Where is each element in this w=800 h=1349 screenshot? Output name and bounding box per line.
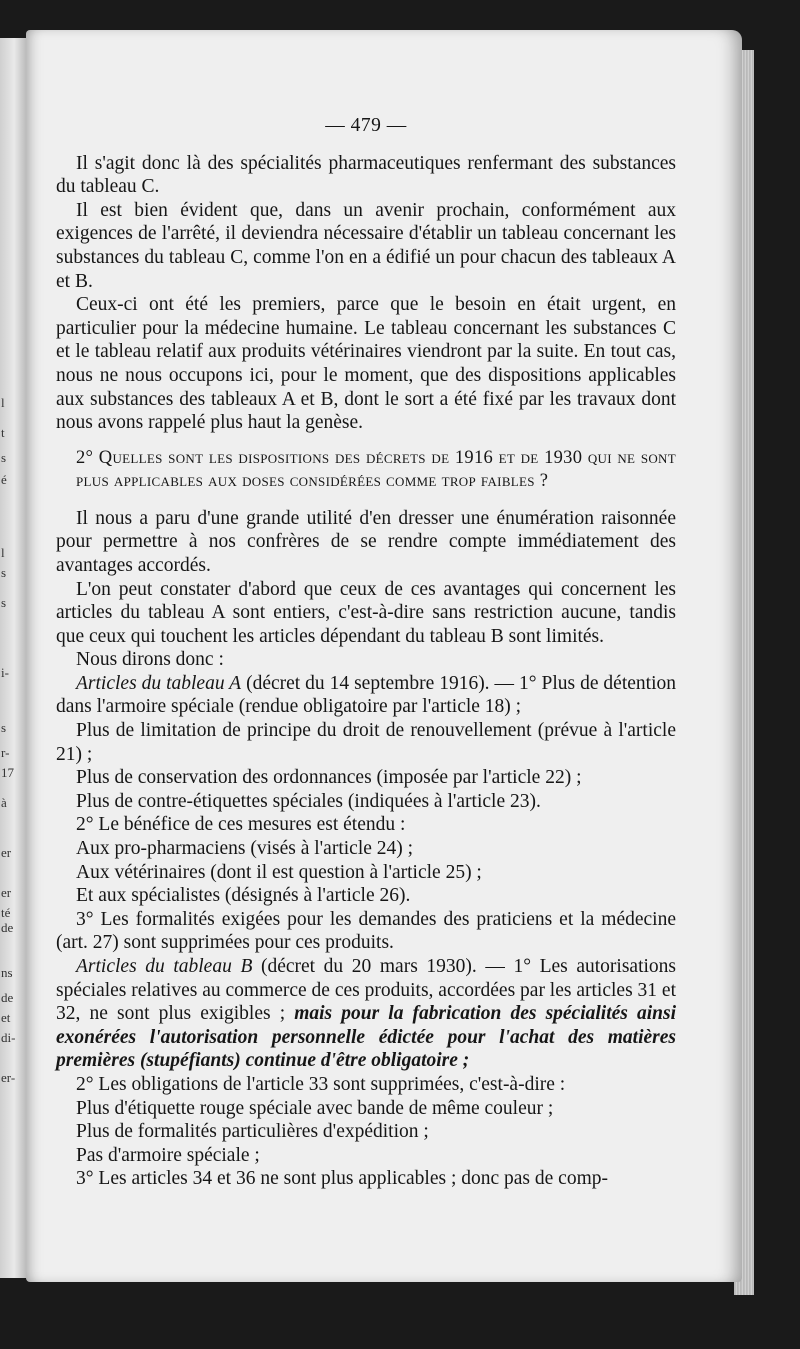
margin-fragment: l xyxy=(1,545,5,560)
article-a-paragraph xyxy=(56,672,676,719)
margin-fragment: s xyxy=(1,720,7,735)
margin-fragment: de xyxy=(1,920,14,935)
page-body xyxy=(56,114,676,1191)
paragraph: L'on peut constater d'abord que ceux de ces avantages qui concernent les articles du tableau A sont entiers, c'est-à-dire sans restriction aucune, tandis que ceux qui touchent les articles dépendant du tableau B sont limités. xyxy=(56,578,676,647)
margin-fragment: 17 xyxy=(1,765,14,780)
margin-fragment: er- xyxy=(1,1070,16,1085)
margin-fragment: s xyxy=(1,595,7,610)
article-a-text: (décret du 14 septembre 1916). — 1° Plus de détention dans l'armoire spéciale (rendue obligatoire par l'article 18) ; xyxy=(56,672,677,718)
article-b-line: Pas d'armoire spéciale ; xyxy=(76,1144,260,1166)
article-b-line: Plus de formalités particulières d'expédition ; xyxy=(76,1121,429,1143)
book-page xyxy=(26,30,742,1282)
margin-fragment: ns xyxy=(1,965,13,980)
article-a-line: Et aux spécialistes (désignés à l'article 26). xyxy=(76,885,411,907)
margin-fragment: et xyxy=(1,1010,11,1025)
margin-fragment: r- xyxy=(1,745,10,760)
margin-fragment: s xyxy=(1,565,7,580)
paragraph: Il s'agit donc là des spécialités pharmaceutiques renfermant des substances du tableau C. xyxy=(56,152,676,198)
margin-fragment: à xyxy=(1,795,7,810)
article-a-line: Aux pro-pharmaciens (visés à l'article 24) ; xyxy=(76,838,414,860)
article-a-line: 3° Les formalités exigées pour les demandes des praticiens et la médecine (art. 27) sont supprimées pour ces produits. xyxy=(56,908,676,954)
paragraph: Ceux-ci ont été les premiers, parce que le besoin en était urgent, en particulier pour la médecine humaine. Le tableau concernant les substances C et le tableau relatif aux produits vétérinaires viendront par la suite. En tout cas, nous ne nous occupons ici, pour le moment, que des dispositions applicables aux substances des tableaux A et B, dont le sort a été fixé par les travaux dont nous avons rappelé plus haut la genèse. xyxy=(56,294,676,434)
margin-fragment: l xyxy=(1,395,5,410)
article-b-text: (décret du 20 mars 1930). — 1° Les autorisations spéciales relatives au commerce de ces produits, accordées par les articles 31 et 32, ne sont plus exigibles ; xyxy=(56,956,676,1025)
article-a-line: Aux vétérinaires (dont il est question à l'article 25) ; xyxy=(76,861,482,883)
article-a-title: Articles du tableau A xyxy=(76,672,242,694)
article-b-line: 3° Les articles 34 et 36 ne sont plus applicables ; donc pas de comp- xyxy=(76,1168,608,1190)
paragraph: Il nous a paru d'une grande utilité d'en dresser une énumération raisonnée pour permettre à nos confrères de se rendre compte immédiatement des avantages accordés. xyxy=(56,507,676,576)
paragraph: Nous dirons donc : xyxy=(76,649,224,671)
margin-fragment: de xyxy=(1,990,14,1005)
margin-fragment: t xyxy=(1,425,5,440)
article-b-line: 2° Les obligations de l'article 33 sont supprimées, c'est-à-dire : xyxy=(76,1073,566,1095)
facing-page-edge xyxy=(0,38,26,1278)
article-a-line: Plus de conservation des ordonnances (imposée par l'article 22) ; xyxy=(76,767,582,789)
margin-fragment: er xyxy=(1,845,12,860)
article-b-emphasis: mais pour la fabrication des spécialités ainsi exonérées l'autorisation personnelle édictée pour l'achat des matières premières (stupéfiants) continue d'être obligatoire ; xyxy=(56,1003,676,1072)
article-a-line: 2° Le bénéfice de ces mesures est étendu : xyxy=(76,814,406,836)
margin-fragment: di- xyxy=(1,1030,16,1045)
margin-fragment: i- xyxy=(1,665,9,680)
article-a-line: Plus de contre-étiquettes spéciales (indiquées à l'article 23). xyxy=(76,790,541,812)
article-b-title: Articles du tableau B xyxy=(76,956,253,977)
article-a-line: Plus de limitation de principe du droit de renouvellement (prévue à l'article 21) ; xyxy=(56,720,676,765)
margin-fragment: té xyxy=(1,905,11,920)
margin-fragment: s xyxy=(1,450,7,465)
article-b-paragraph xyxy=(56,955,676,1073)
section-heading: 2° Quelles sont les dispositions des décrets de 1916 et de 1930 qui ne sont plus applicables aux doses considérées comme trop faibles ? xyxy=(76,447,676,491)
margin-fragment: er xyxy=(1,885,12,900)
page-number: — 479 — xyxy=(325,115,407,136)
margin-fragment: é xyxy=(1,472,7,487)
paragraph: Il est bien évident que, dans un avenir prochain, conformément aux exigences de l'arrêté, il deviendra nécessaire d'établir un tableau concernant les substances du tableau C, comme l'on en a édifié un pour chacun des tableaux A et B. xyxy=(56,199,676,292)
article-b-line: Plus d'étiquette rouge spéciale avec bande de même couleur ; xyxy=(76,1097,554,1119)
